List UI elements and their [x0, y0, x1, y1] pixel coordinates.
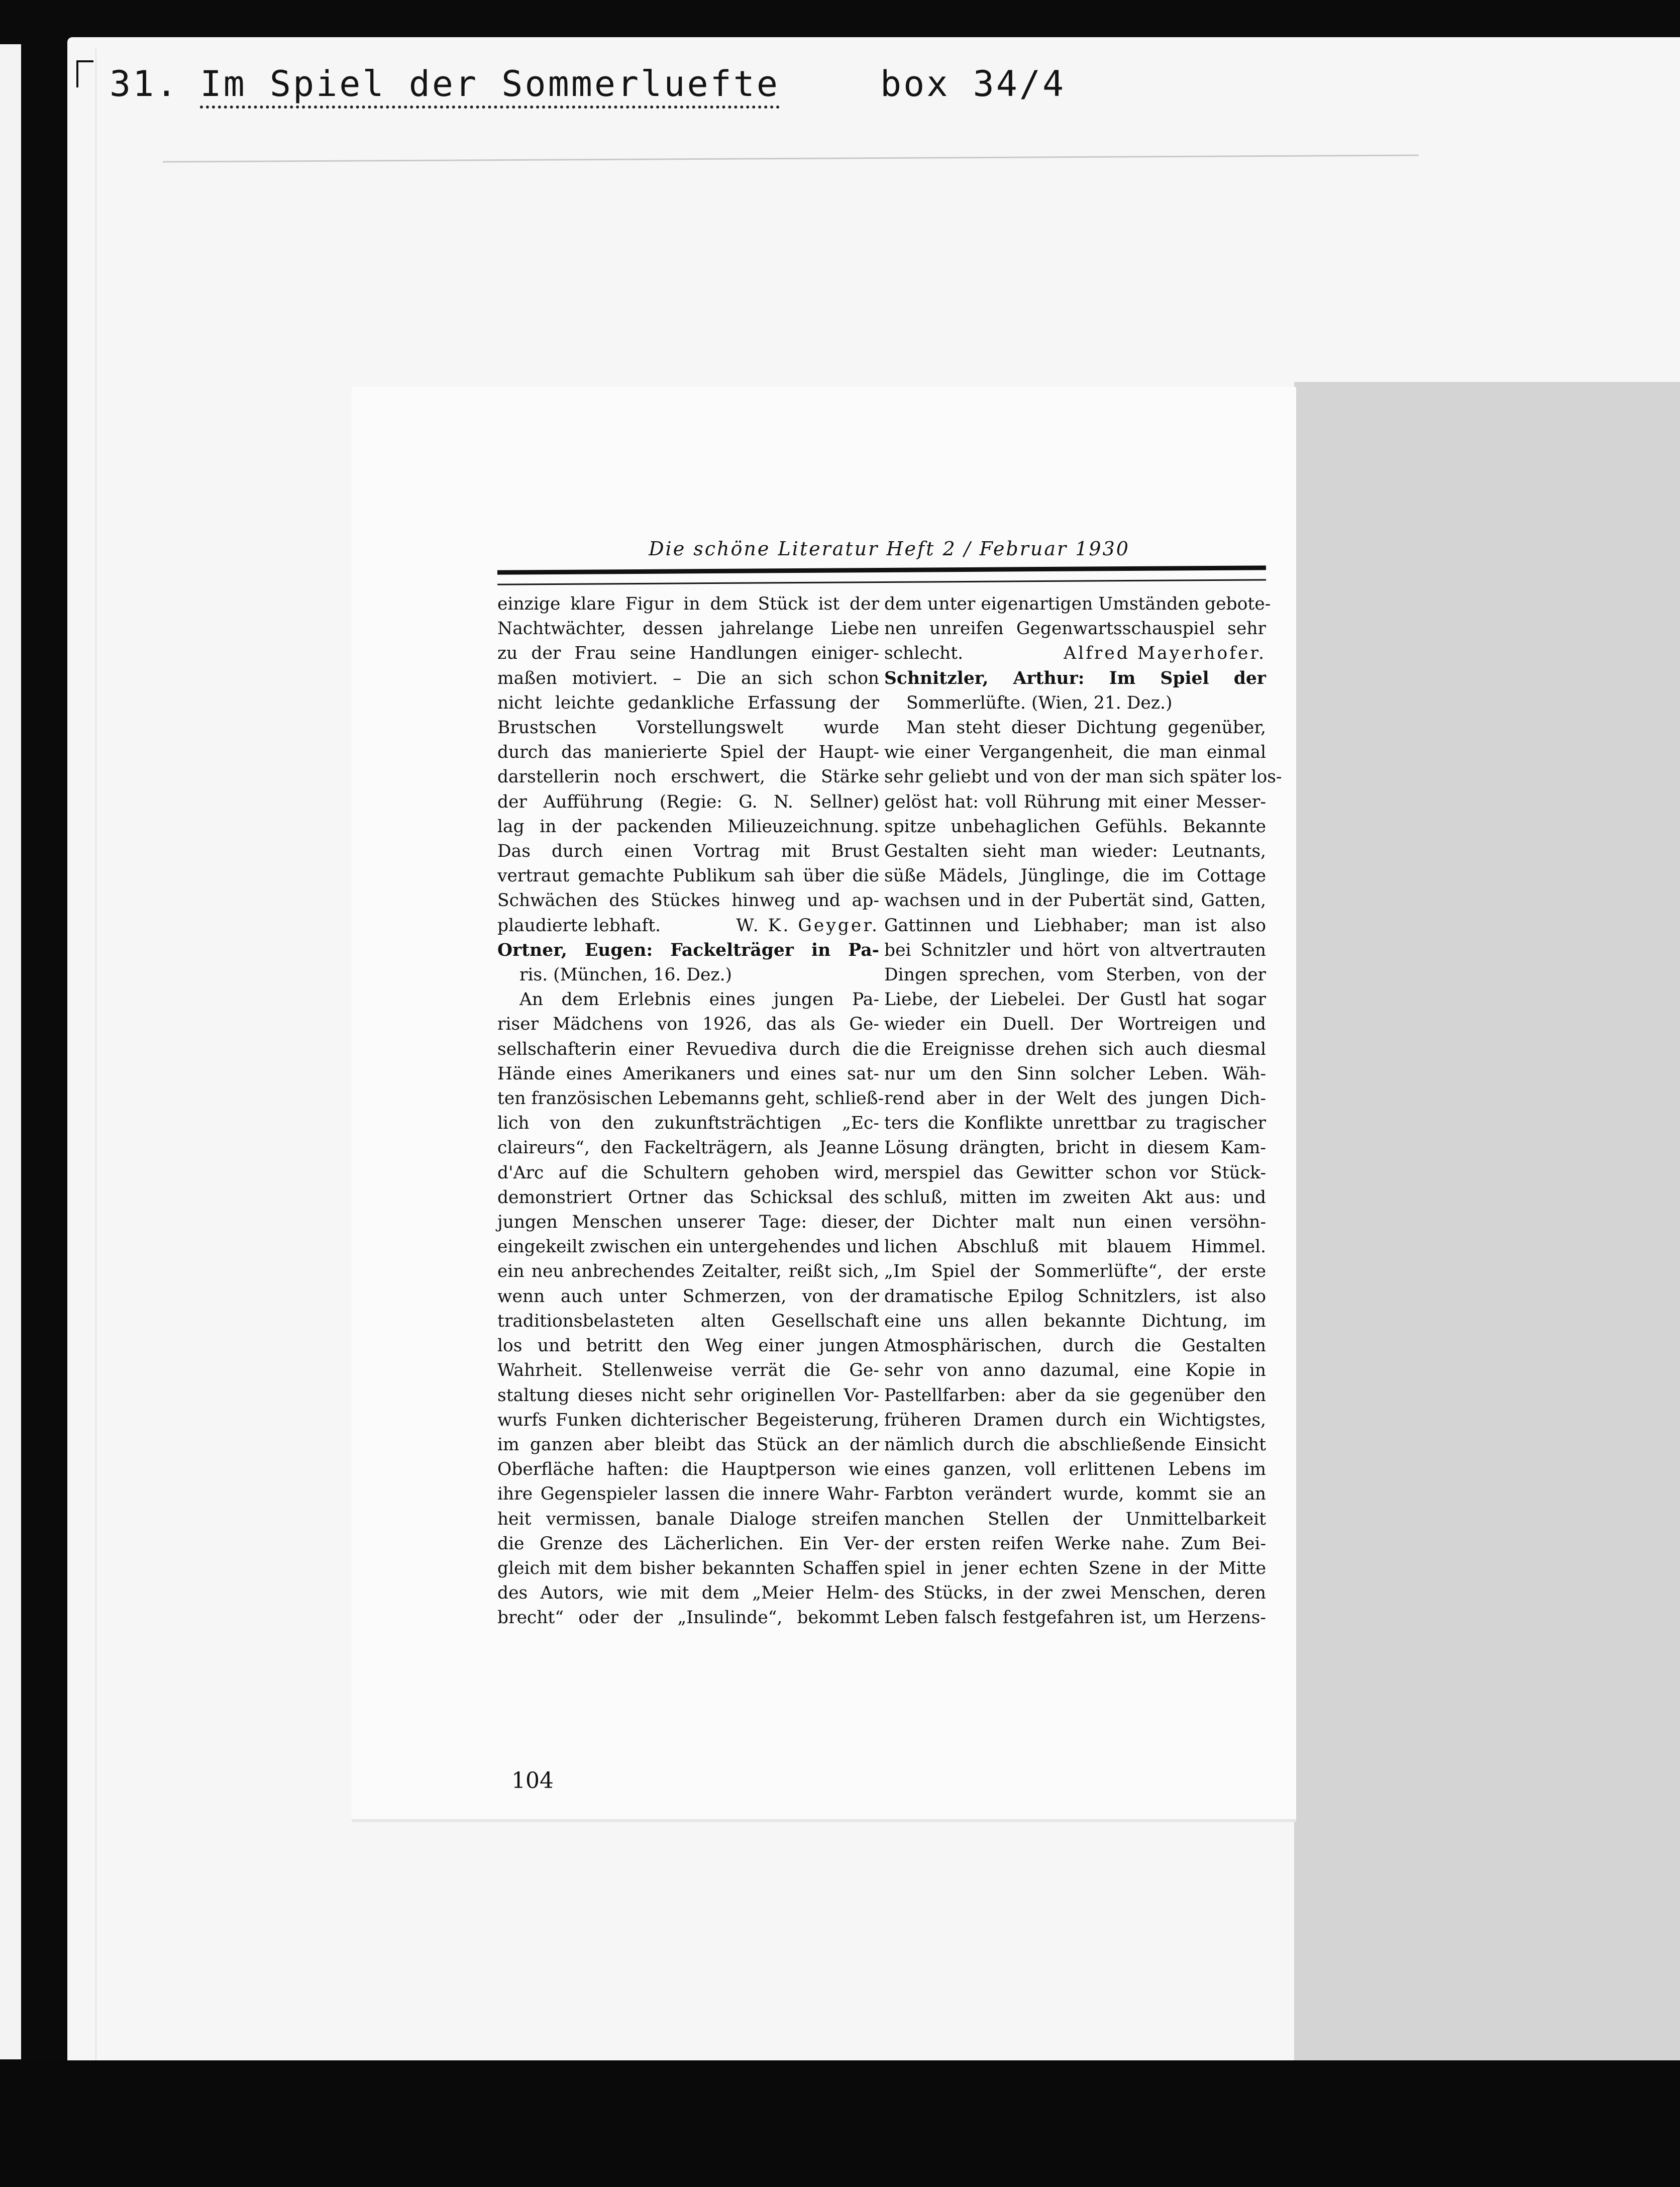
review-signature-line — [884, 641, 1266, 666]
text-line: ihre Gegenspieler lassen die innere Wahr- — [497, 1484, 879, 1505]
text-line: nicht leichte gedankliche Erfassung der — [497, 692, 879, 713]
text-line: Brustschen Vorstellungswelt wurde — [497, 718, 879, 738]
paragraph-first-line: An dem Erlebnis eines jungen Pa- — [519, 989, 879, 1010]
text-line: bei Schnitzler und hört von altvertrauten — [884, 940, 1266, 960]
text-line: eingekeilt zwischen ein untergehendes und — [497, 1237, 880, 1257]
text-line: dramatische Epilog Schnitzlers, ist also — [884, 1286, 1266, 1307]
review-heading: Ortner, Eugen: Fackelträger in Pa- — [497, 940, 879, 960]
text-line: ein neu anbrechendes Zeitalter, reißt sich, — [497, 1261, 879, 1282]
review-heading: Schnitzler, Arthur: Im Spiel der — [884, 668, 1266, 688]
card-label — [110, 63, 1066, 109]
reviewer-signature: Alfred Mayerhofer. — [1064, 643, 1266, 664]
grey-backing-sheet — [1294, 382, 1680, 2060]
text-line: manchen Stellen der Unmittelbarkeit — [884, 1509, 1266, 1529]
text-line: Nachtwächter, dessen jahrelange Liebe — [497, 619, 879, 639]
text-line: wieder ein Duell. Der Wortreigen und — [884, 1014, 1266, 1035]
text-line: lichen Abschluß mit blauem Himmel. — [884, 1237, 1266, 1257]
text-line: jungen Menschen unserer Tage: dieser, — [497, 1212, 879, 1233]
text-line: der Dichter malt nun einen versöhn- — [884, 1212, 1266, 1233]
line-text: schlecht. — [884, 643, 964, 664]
masthead-double-rule — [497, 565, 1266, 585]
text-line: wachsen und in der Pubertät sind, Gatten, — [884, 890, 1266, 911]
text-column-right — [884, 592, 1282, 1631]
review-heading-continued: Sommerlüfte. (Wien, 21. Dez.) — [906, 692, 1173, 713]
page-number: 104 — [511, 1768, 554, 1794]
scan-background-bottom — [0, 2060, 1680, 2187]
text-line: heit vermissen, banale Dialoge streifen — [497, 1509, 879, 1529]
text-line: Das durch einen Vortrag mit Brust — [497, 841, 879, 862]
text-line: ters die Konflikte unrettbar zu tragischer — [884, 1113, 1266, 1134]
text-line: brecht“ oder der „Insulinde“, bekommt — [497, 1608, 879, 1628]
paragraph-first-line: Man steht dieser Dichtung gegenüber, — [906, 718, 1266, 738]
text-line: gelöst hat: voll Rührung mit einer Messer- — [884, 791, 1266, 812]
text-line: Pastellfarben: aber da sie gegenüber den — [884, 1385, 1266, 1406]
text-line: spiel in jener echten Szene in der Mitte — [884, 1558, 1266, 1578]
text-line: ten französischen Lebemanns geht, schließ- — [497, 1088, 884, 1109]
text-line: lag in der packenden Milieuzeichnung. — [497, 816, 879, 837]
text-line: eines ganzen, voll erlittenen Lebens im — [884, 1459, 1266, 1480]
text-line: Lösung drängten, bricht in diesem Kam- — [884, 1138, 1266, 1158]
text-line: d'Arc auf die Schultern gehoben wird, — [497, 1162, 879, 1183]
text-line: claireurs“, den Fackelträgern, als Jeanne — [497, 1138, 879, 1158]
text-line: Dingen sprechen, vom Sterben, von der — [884, 965, 1266, 985]
text-line: der ersten reifen Werke nahe. Zum Bei- — [884, 1533, 1266, 1554]
text-line: Wahrheit. Stellenweise verrät die Ge- — [497, 1360, 879, 1381]
card-label-box: box 34/4 — [880, 63, 1066, 105]
text-line: wie einer Vergangenheit, die man einmal — [884, 742, 1266, 763]
text-line: Oberfläche haften: die Hauptperson wie — [497, 1459, 879, 1480]
text-line: lich von den zukunftsträchtigen „Ec- — [497, 1113, 879, 1134]
text-line: spitze unbehaglichen Gefühls. Bekannte — [884, 816, 1266, 837]
text-line: demonstriert Ortner das Schicksal des — [497, 1187, 879, 1208]
text-line: süße Mädels, Jünglinge, die im Cottage — [884, 866, 1266, 886]
card-label-title: Im Spiel der Sommerluefte — [200, 63, 780, 109]
text-line: der Aufführung (Regie: G. N. Sellner) — [497, 791, 879, 812]
text-line: riser Mädchens von 1926, das als Ge- — [497, 1014, 879, 1035]
text-line: Gattinnen und Liebhaber; man ist also — [884, 915, 1266, 936]
text-line: wurfs Funken dichterischer Begeisterung, — [497, 1410, 879, 1430]
text-line: maßen motiviert. – Die an sich schon — [497, 668, 879, 688]
text-line: eine uns allen bekannte Dichtung, im — [884, 1311, 1266, 1331]
text-line: nur um den Sinn solcher Leben. Wäh- — [884, 1063, 1266, 1084]
text-line: Hände eines Amerikaners und eines sat- — [497, 1063, 879, 1084]
text-column-left — [497, 592, 884, 1631]
review-heading-continued: ris. (München, 16. Dez.) — [519, 965, 732, 985]
text-line: wenn auch unter Schmerzen, von der — [497, 1286, 879, 1307]
reviewer-signature: W. K. Geyger. — [736, 915, 879, 936]
text-line: schluß, mitten im zweiten Akt aus: und — [884, 1187, 1266, 1208]
journal-masthead: Die schöne Literatur Heft 2 / Februar 1930 — [649, 538, 1130, 560]
text-line: Atmosphärischen, durch die Gestalten — [884, 1336, 1266, 1356]
text-line: einzige klare Figur in dem Stück ist der — [497, 594, 879, 614]
text-line: rend aber in der Welt des jungen Dich- — [884, 1088, 1266, 1109]
text-line: des Stücks, in der zwei Menschen, deren — [884, 1583, 1266, 1604]
text-line: sehr geliebt und von der man sich später los- — [884, 767, 1282, 787]
text-line: Liebe, der Liebelei. Der Gustl hat sogar — [884, 989, 1266, 1010]
text-line: früheren Dramen durch ein Wichtigstes, — [884, 1410, 1266, 1430]
text-line: nämlich durch die abschließende Einsicht — [884, 1434, 1266, 1455]
text-line: zu der Frau seine Handlungen einiger- — [497, 643, 879, 664]
card-label-number: 31. — [110, 63, 179, 105]
text-line: gleich mit dem bisher bekannten Schaffen — [497, 1558, 879, 1578]
text-line: Leben falsch festgefahren ist, um Herzens- — [884, 1608, 1266, 1628]
text-line: die Ereignisse drehen sich auch diesmal — [884, 1039, 1266, 1059]
text-line: „Im Spiel der Sommerlüfte“, der erste — [884, 1261, 1266, 1282]
text-line: des Autors, wie mit dem „Meier Helm- — [497, 1583, 879, 1604]
text-line: staltung dieses nicht sehr originellen Vor- — [497, 1385, 879, 1406]
newspaper-clipping — [352, 387, 1296, 1819]
text-line: sellschafterin einer Revuediva durch die — [497, 1039, 879, 1059]
adjacent-card-edge — [0, 44, 21, 2059]
text-line: vertraut gemachte Publikum sah über die — [497, 866, 879, 886]
line-text: plaudierte lebhaft. — [497, 915, 661, 936]
text-line: nen unreifen Gegenwartsschauspiel sehr — [884, 619, 1266, 639]
corner-bracket-mark — [76, 60, 93, 87]
review-signature-line — [497, 914, 879, 938]
text-line: Gestalten sieht man wieder: Leutnants, — [884, 841, 1266, 862]
text-line: los und betritt den Weg einer jungen — [497, 1336, 879, 1356]
text-line: traditionsbelasteten alten Gesellschaft — [497, 1311, 879, 1331]
text-line: darstellerin noch erschwert, die Stärke — [497, 767, 879, 787]
text-line: sehr von anno dazumal, eine Kopie in — [884, 1360, 1266, 1381]
text-line: Farbton verändert wurde, kommt sie an — [884, 1484, 1266, 1505]
text-line: durch das manierierte Spiel der Haupt- — [497, 742, 879, 763]
text-line: die Grenze des Lächerlichen. Ein Ver- — [497, 1533, 879, 1554]
text-line: merspiel das Gewitter schon vor Stück- — [884, 1162, 1266, 1183]
text-line: dem unter eigenartigen Umständen gebote- — [884, 594, 1271, 614]
text-line: Schwächen des Stückes hinweg und ap- — [497, 890, 879, 911]
text-line: im ganzen aber bleibt das Stück an der — [497, 1434, 879, 1455]
